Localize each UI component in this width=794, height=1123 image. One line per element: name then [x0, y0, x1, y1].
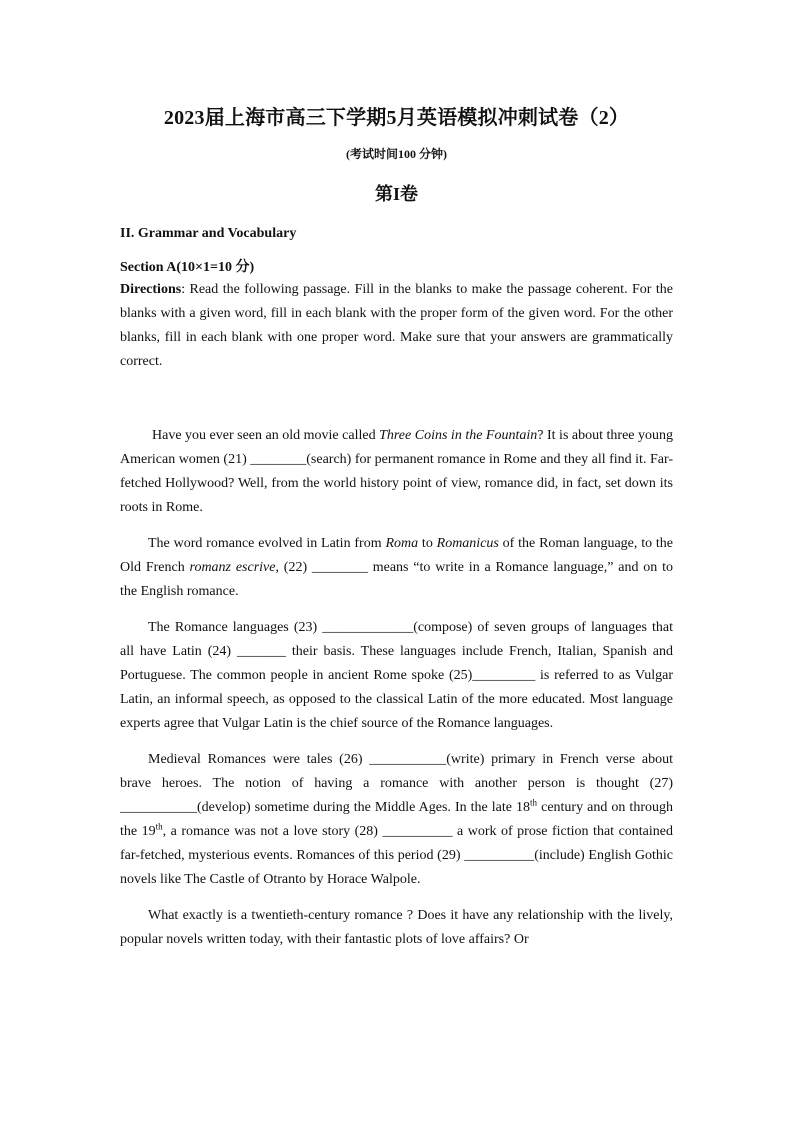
- term-romanicus: Romanicus: [436, 536, 499, 551]
- directions: [120, 278, 673, 374]
- p4-text-a: Medieval Romances were tales (26) ___________(write) primary in French verse about brave heroes. The notion of having a romance with another person is thought (27) ___________(develop) sometime during the Middle Ages. In the late 18: [120, 752, 673, 815]
- passage-paragraph-1: [120, 424, 673, 520]
- part-heading: II. Grammar and Vocabulary: [120, 226, 297, 241]
- term-romanz-escrive: romanz escrive: [189, 560, 276, 575]
- p1-text-a: Have you ever seen an old movie called: [152, 428, 380, 443]
- exam-duration: (考试时间100 分钟): [346, 147, 447, 161]
- movie-title: Three Coins in the Fountain: [379, 428, 538, 443]
- p2-text-d: , (22) ________ means “to write in a Romance language,” and on to the English romance.: [120, 560, 673, 599]
- passage-paragraph-5: What exactly is a twentieth-century romance ? Does it have any relationship with the lively, popular novels written today, with their fantastic plots of love affairs? Or: [120, 908, 673, 947]
- section-heading: Section A(10×1=10 分): [120, 260, 255, 275]
- p4-text-b: century and on through the 19: [120, 800, 673, 839]
- exam-title: 2023届上海市高三下学期5月英语模拟冲刺试卷（2）: [163, 107, 630, 129]
- p4-superscript-2: th: [155, 821, 163, 832]
- p1-text-b: ? It is about three young American women (21) ________(search) for permanent romance in Rome and they all find it. Far-fetched Hollywood? Well, from the world history point of view, romance did, in fact, set down its roots in Rome.: [120, 428, 674, 515]
- directions-text: : Read the following passage. Fill in the blanks to make the passage coherent. For the blanks with a given word, fill in each blank with the proper form of the given word. For the other blanks, fill in each blank with one proper word. Make sure that your answers are grammatically correct.: [120, 282, 673, 369]
- term-roma: Roma: [385, 536, 419, 551]
- p4-superscript-1: th: [530, 797, 538, 808]
- p2-text-b: to: [418, 536, 437, 551]
- volume-heading: 第I卷: [374, 184, 418, 204]
- passage-paragraph-3: The Romance languages (23) _____________(compose) of seven groups of languages that all have Latin (24) _______ their basis. These languages include French, Italian, Spanish and Portuguese. The common people in ancient Rome spoke (25)_________ is referred to as Vulgar Latin, an informal speech, as opposed to the classical Latin of the more educated. Most language experts agree that Vulgar Latin is the chief source of the Romance languages.: [120, 620, 673, 731]
- p4-text-c: , a romance was not a love story (28) __________ a work of prose fiction that contained far-fetched, mysterious events. Romances of this period (29) __________(include) English Gothic novels like The Castle of Otranto by Horace Walpole.: [120, 824, 673, 887]
- page-content: [120, 104, 673, 964]
- passage-paragraph-2: [120, 532, 673, 604]
- p2-text-a: The word romance evolved in Latin from: [148, 536, 386, 551]
- p2-text-c: of the Roman language, to the Old French: [120, 536, 674, 575]
- passage-paragraph-4: [120, 748, 673, 892]
- directions-label: Directions: [120, 282, 182, 297]
